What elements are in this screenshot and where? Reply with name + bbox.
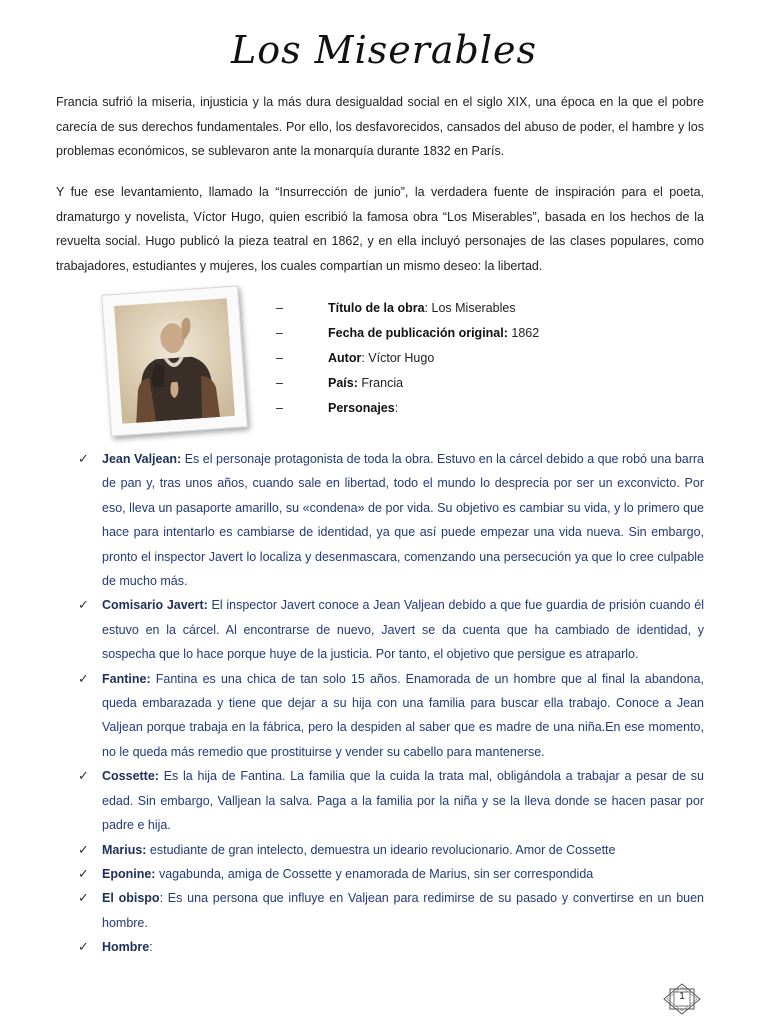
character-description: Fantina es una chica de tan solo 15 años. Enamorada de un hombre que al final la abandona, queda embarazada y tiene que dejar a su hija con una familia para buscar ella trabajo. Conoce a Jean Valjean porque trabaja en la fábrica, pero la despiden al saber que es madre de una niña.En ese momento, no le queda más remedio que prostituirse y vender su cabello para mantenerse. <box>102 671 704 759</box>
character-description: Es el personaje protagonista de toda la obra. Estuvo en la cárcel debido a que robó una barra de pan y, tras unos años, cuando sale en libertad, todo el mundo lo desprecia por ser un exconvicto. Por eso, lleva un pasaporte amarillo, su «condena» de por vida. Su objetivo es cambiar su vida, y lo primero que hace para intentarlo es cambiarse de identidad, ya que así puede empezar una vida nueva. Sin embargo, pronto el inspector Javert lo localiza y desenmascara, comenzando una persecución ya que lo cree culpable de mucho más. <box>102 452 704 589</box>
character-name: Fantine: <box>102 671 151 686</box>
character-item-jean-valjean <box>78 447 704 593</box>
fact-value: Francia <box>357 376 404 390</box>
character-description: : <box>149 940 153 955</box>
character-item-cossette <box>78 764 704 837</box>
fact-label: Fecha de publicación original: <box>328 326 508 340</box>
fact-item-author: – Autor: Víctor Hugo <box>276 351 435 365</box>
page-number: 1 <box>679 991 685 1002</box>
checkmark-icon: ✓ <box>78 939 89 955</box>
fact-label: Autor <box>328 351 362 365</box>
fact-label: Título de la obra <box>328 301 425 315</box>
characters-list <box>78 447 704 960</box>
character-name: Comisario Javert: <box>102 598 208 613</box>
fact-value: Víctor Hugo <box>364 351 435 365</box>
fact-item-country: – País: Francia <box>276 376 404 390</box>
character-name: Hombre <box>102 940 150 955</box>
fact-value: Los Miserables <box>428 301 516 315</box>
checkmark-icon: ✓ <box>78 670 89 686</box>
fact-label: Personajes <box>328 401 395 415</box>
checkmark-icon: ✓ <box>78 597 89 613</box>
fact-item-publication-date: – Fecha de publicación original: 1862 <box>276 326 540 340</box>
context-paragraph: Y fue ese levantamiento, llamado la “Insurrección de junio”, la verdadera fuente de inspiración para el poeta, dramaturgo y novelista, Víctor Hugo, quien escribió la famosa obra “Los Miserables”, basada en los hechos de la revuelta social. Hugo publicó la pieza teatral en 1862, y en ella incluyó personajes de las clases populares, como trabajadores, estudiantes y mujeres, los cuales compartían un mismo deseo: la libertad. <box>56 185 704 273</box>
fact-label: País: <box>328 376 358 390</box>
checkmark-icon: ✓ <box>78 768 89 784</box>
character-description: Es la hija de Fantina. La familia que la cuida la trata mal, obligándola a trabajar a pesar de su edad. Sin embargo, Valljean la salva. Paga a la familia por la niña y se la lleva donde se hacen pasar por padre e hija. <box>102 769 704 833</box>
character-item-hombre <box>78 935 704 959</box>
character-item-javert <box>78 593 704 666</box>
character-description: vagabunda, amiga de Cossette y enamorada de Marius, sin ser correspondida <box>155 866 594 881</box>
character-description: El inspector Javert conoce a Jean Valjean debido a que fue guardia de prisión cuando él estuvo en la cárcel. Al encontrarse de nuevo, Javert se da cuenta que ha cambiado de identidad, y sospecha que lo hace porque huye de la justicia. Por tanto, el objetivo que persigue es atraparlo. <box>102 598 704 662</box>
character-name: Jean Valjean: <box>102 452 182 466</box>
work-facts-list <box>276 296 539 421</box>
checkmark-icon: ✓ <box>78 865 89 881</box>
page-number-badge <box>662 983 702 1015</box>
character-item-marius <box>78 838 704 862</box>
character-item-eponine <box>78 862 704 886</box>
character-name: Cossette: <box>102 769 159 784</box>
character-description: estudiante de gran intelecto, demuestra un ideario revolucionario. Amor de Cossette <box>146 842 616 857</box>
character-name: Marius: <box>102 842 147 857</box>
fact-value: 1862 <box>507 326 540 340</box>
checkmark-icon: ✓ <box>78 451 89 466</box>
intro-paragraph: Francia sufrió la miseria, injusticia y la más dura desigualdad social en el siglo XIX, una época en la que el pobre carecía de sus derechos fundamentales. Por ello, los desfavorecidos, cansados del abuso de poder, el hambre y los problemas económicos, se sublevaron ante la monarquía durante 1832 en París. <box>56 95 704 158</box>
document-title: Los Miserables <box>230 28 538 72</box>
character-item-fantine <box>78 667 704 765</box>
author-portrait-photo <box>101 285 248 436</box>
fact-item-characters: – Personajes: <box>276 401 399 415</box>
checkmark-icon: ✓ <box>78 841 89 857</box>
character-item-obispo <box>78 886 704 935</box>
character-name: Eponine: <box>102 866 156 881</box>
fact-item-title: – Título de la obra: Los Miserables <box>276 301 516 315</box>
author-portrait-image <box>114 298 235 424</box>
character-description: : Es una persona que influye en Valjean para redimirse de su pasado y convertirse en un buen hombre. <box>102 891 705 930</box>
character-name: El obispo <box>102 891 160 906</box>
checkmark-icon: ✓ <box>78 890 89 906</box>
